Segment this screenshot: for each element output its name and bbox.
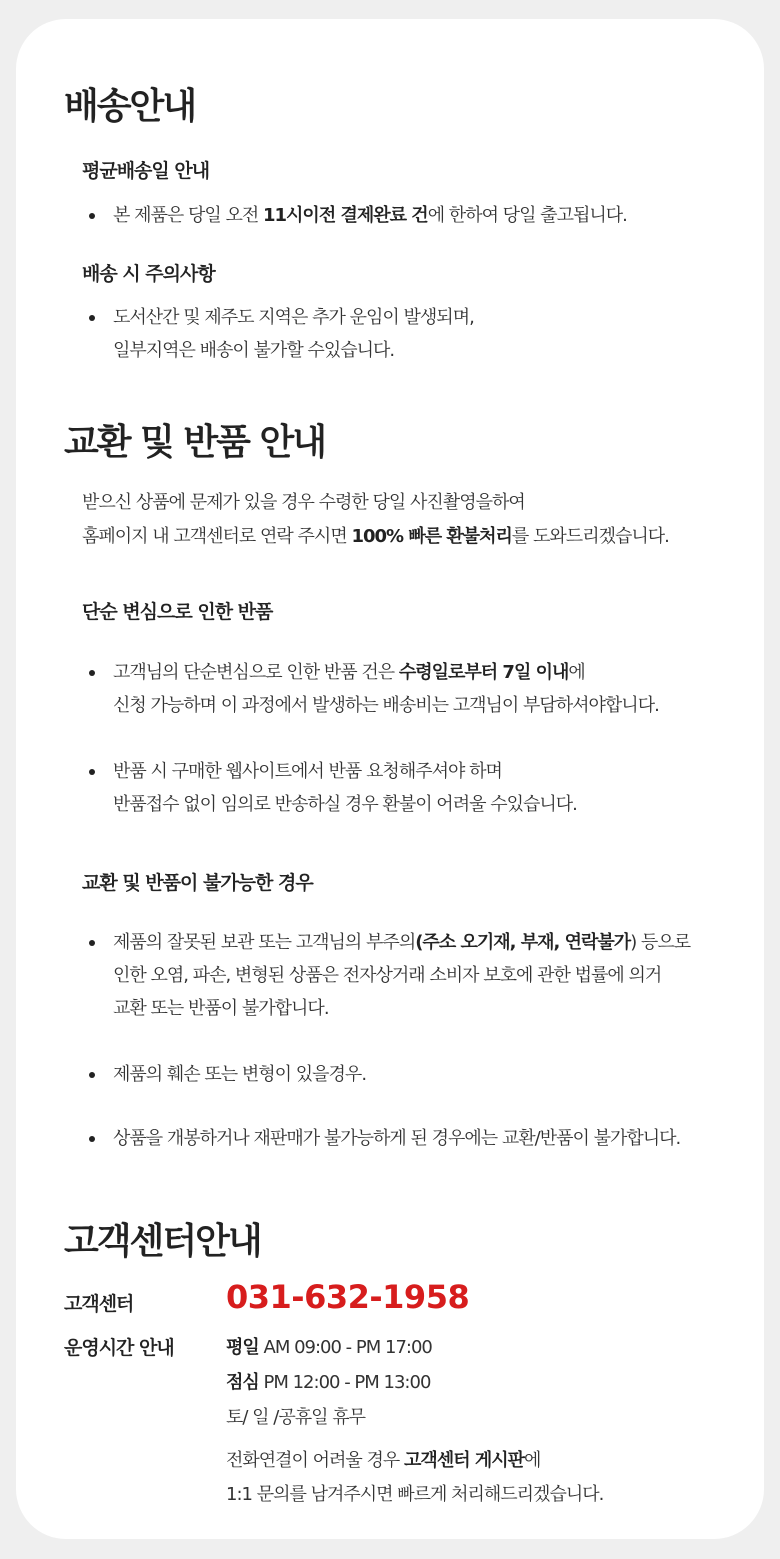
support-title: 고객센터안내 xyxy=(64,1221,261,1262)
support-note-line2: 1:1 문의를 남겨주시면 빠르게 처리해드리겠습니다. xyxy=(226,1484,604,1505)
bullet-icon xyxy=(89,1072,95,1078)
simple-return-b1-line1: 고객님의 단순변심으로 인한 반품 건은 수령일로부터 7일 이내에 xyxy=(113,662,585,683)
support-note-line1: 전화연결이 어려울 경우 고객센터 게시판에 xyxy=(226,1450,541,1471)
bullet-icon xyxy=(89,940,95,946)
unable-b1-line2: 인한 오염, 파손, 변형된 상품은 전자상거래 소비자 보호에 관한 법률에 의거 xyxy=(113,965,662,986)
bullet-icon xyxy=(89,670,95,676)
shipping-caution-line1: 도서산간 및 제주도 지역은 추가 운임이 발생되며, xyxy=(113,307,474,328)
bullet-icon xyxy=(89,213,95,219)
support-phone-number[interactable]: 031-632-1958 xyxy=(226,1278,470,1316)
bullet-icon xyxy=(89,769,95,775)
bullet-icon xyxy=(89,1136,95,1142)
returns-intro-line2: 홈페이지 내 고객센터로 연락 주시면 100% 빠른 환불처리를 도와드리겠습니다. xyxy=(82,526,669,547)
weekday-hours: 평일 AM 09:00 - PM 17:00 xyxy=(226,1337,432,1358)
support-center-label: 고객센터 xyxy=(64,1293,134,1315)
avg-shipping-heading: 평균배송일 안내 xyxy=(82,160,210,182)
simple-return-b2-line1: 반품 시 구매한 웹사이트에서 반품 요청해주셔야 하며 xyxy=(113,761,502,782)
returns-title: 교환 및 반품 안내 xyxy=(64,422,326,463)
unable-b2: 제품의 훼손 또는 변형이 있을경우. xyxy=(113,1064,367,1085)
shipping-caution-heading: 배송 시 주의사항 xyxy=(82,263,215,285)
avg-shipping-text: 본 제품은 당일 오전 11시이전 결제완료 건에 한하여 당일 출고됩니다. xyxy=(113,205,627,226)
unable-b1-line1: 제품의 잘못된 보관 또는 고객님의 부주의(주소 오기재, 부재, 연락불가) 등으로 xyxy=(113,932,691,953)
holiday-notice: 토/ 일 /공휴일 휴무 xyxy=(226,1407,366,1428)
returns-intro-line1: 받으신 상품에 문제가 있을 경우 수령한 당일 사진촬영을하여 xyxy=(82,492,525,513)
shipping-title: 배송안내 xyxy=(64,86,196,127)
unable-return-heading: 교환 및 반품이 불가능한 경우 xyxy=(82,872,313,894)
bullet-icon xyxy=(89,315,95,321)
simple-return-b2-line2: 반품접수 없이 임의로 반송하실 경우 환불이 어려울 수있습니다. xyxy=(113,794,577,815)
shipping-caution-line2: 일부지역은 배송이 불가할 수있습니다. xyxy=(113,340,395,361)
simple-return-b1-line2: 신청 가능하며 이 과정에서 발생하는 배송비는 고객님이 부담하셔야합니다. xyxy=(113,695,659,716)
simple-return-heading: 단순 변심으로 인한 반품 xyxy=(82,601,273,623)
support-hours-label: 운영시간 안내 xyxy=(64,1337,174,1359)
lunch-hours: 점심 PM 12:00 - PM 13:00 xyxy=(226,1372,431,1393)
unable-b3: 상품을 개봉하거나 재판매가 불가능하게 된 경우에는 교환/반품이 불가합니다. xyxy=(113,1128,681,1149)
unable-b1-line3: 교환 또는 반품이 불가합니다. xyxy=(113,998,329,1019)
